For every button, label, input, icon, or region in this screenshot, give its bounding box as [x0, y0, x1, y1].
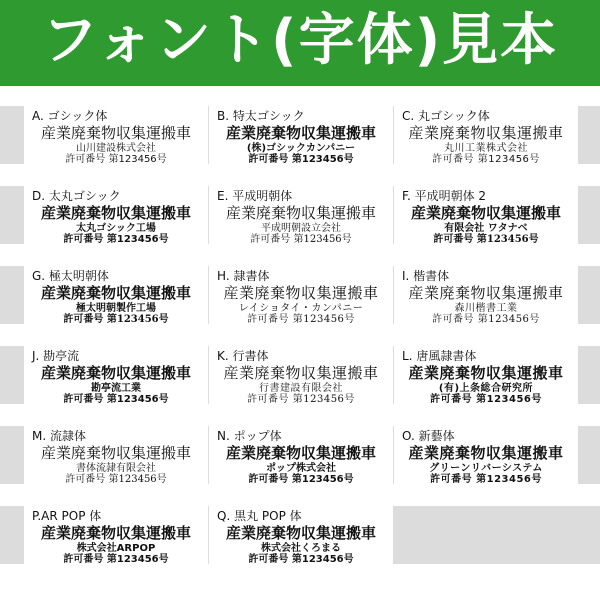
sample-c-company-text: 丸川工業株式会社	[444, 143, 528, 154]
sample-h-permit-text: 許可番号 第123456号	[247, 314, 355, 324]
header-bar	[0, 0, 600, 86]
sample-o-permit-text: 許可番号 第123456号	[430, 474, 542, 484]
sample-h-main-text: 産業廃棄物収集運搬車	[223, 284, 379, 302]
sample-q-company-text: 株式会社くろまる	[261, 543, 341, 554]
sample-b-permit-text: 許可番号 第123456号	[248, 154, 354, 164]
sample-e-permit-text: 許可番号 第123456号	[250, 234, 352, 244]
sample-i-permit-text: 許可番号 第123456号	[432, 314, 540, 324]
sample-d-company-text: 太丸ゴシック工場	[76, 223, 156, 234]
sample-m-card	[24, 426, 208, 484]
sample-k-card	[209, 346, 393, 404]
sample-a-main-text: 産業廃棄物収集運搬車	[40, 124, 191, 142]
sample-b-card	[209, 106, 393, 164]
sample-q-main-text: 産業廃棄物収集運搬車	[225, 524, 376, 542]
sample-o-main-text: 産業廃棄物収集運搬車	[408, 444, 564, 462]
sample-h-label: H. 隷書体	[217, 269, 270, 283]
sample-d-card	[24, 186, 208, 244]
sample-p-permit-text: 許可番号 第123456号	[63, 554, 169, 564]
sample-f-permit-text: 許可番号 第123456号	[433, 234, 539, 244]
sample-n-company-text: ポップ株式会社	[266, 463, 336, 474]
sample-o-label: O. 新藝体	[402, 429, 455, 443]
sample-e-label: E. 平成明朝体	[217, 189, 293, 203]
sample-m-permit-text: 許可番号 第123456号	[65, 474, 167, 484]
sample-n-permit-text: 許可番号 第123456号	[248, 474, 354, 484]
sample-i-company-text: 森川楷書工業	[454, 303, 518, 314]
sample-f-card	[394, 186, 578, 244]
sample-o-company-text: グリーンリバーシステム	[429, 463, 543, 474]
sample-b-company-text: (株)ゴシックカンパニー	[246, 143, 356, 154]
sample-g-main-text: 産業廃棄物収集運搬車	[40, 284, 191, 302]
sample-l-main-text: 産業廃棄物収集運搬車	[408, 364, 564, 382]
sample-j-permit-text: 許可番号 第123456号	[63, 394, 169, 404]
sample-c-permit-text: 許可番号 第123456号	[432, 154, 540, 164]
sample-k-company-text: 行書建設有限会社	[259, 383, 343, 394]
sample-l-label: L. 唐風隷書体	[402, 349, 477, 363]
sample-b-label: B. 特太ゴシック	[217, 109, 305, 123]
sample-p-company-text: 株式会社ARPOP	[76, 543, 156, 554]
sample-c-card	[394, 106, 578, 164]
sample-a-permit-text: 許可番号 第123456号	[65, 154, 167, 164]
sample-m-company-text: 書体流隷有限会社	[76, 463, 156, 474]
sample-p-label: P.AR POP 体	[32, 509, 102, 523]
page-title: フォント(字体)見本	[41, 8, 559, 73]
sample-n-label: N. ポップ体	[217, 429, 282, 443]
sample-e-card	[209, 186, 393, 244]
sample-q-permit-text: 許可番号 第123456号	[248, 554, 354, 564]
sample-d-main-text: 産業廃棄物収集運搬車	[40, 204, 191, 222]
sample-j-card	[24, 346, 208, 404]
sample-k-label: K. 行書体	[217, 349, 269, 363]
sample-d-permit-text: 許可番号 第123456号	[63, 234, 169, 244]
sample-b-main-text: 産業廃棄物収集運搬車	[225, 124, 376, 142]
sample-n-main-text: 産業廃棄物収集運搬車	[225, 444, 376, 462]
sample-q-card	[209, 506, 393, 564]
sample-a-company-text: 山川建設株式会社	[76, 143, 156, 154]
sample-k-permit-text: 許可番号 第123456号	[247, 394, 355, 404]
sample-g-card	[24, 266, 208, 324]
sample-c-main-text: 産業廃棄物収集運搬車	[408, 124, 564, 142]
sample-j-company-text: 勘亭流工業	[91, 383, 141, 394]
sample-j-main-text: 産業廃棄物収集運搬車	[40, 364, 191, 382]
sample-e-company-text: 平成明朝設立会社	[261, 223, 341, 234]
sample-d-label: D. 太丸ゴシック	[32, 189, 121, 203]
sample-p-card	[24, 506, 208, 564]
sample-g-permit-text: 許可番号 第123456号	[63, 314, 169, 324]
sample-l-company-text: (有)上条総合研究所	[438, 383, 534, 394]
sample-q-label: Q. 黒丸 POP 体	[217, 509, 302, 523]
sample-i-main-text: 産業廃棄物収集運搬車	[408, 284, 564, 302]
sample-i-card	[394, 266, 578, 324]
sample-e-main-text: 産業廃棄物収集運搬車	[225, 204, 376, 222]
sample-m-label: M. 流隷体	[32, 429, 86, 443]
sample-l-card	[394, 346, 578, 404]
sample-f-company-text: 有限会社 ワタナベ	[444, 223, 528, 234]
sample-a-card	[24, 106, 208, 164]
sample-o-card	[394, 426, 578, 484]
sample-k-main-text: 産業廃棄物収集運搬車	[223, 364, 379, 382]
sample-i-label: I. 楷書体	[402, 269, 450, 283]
sample-j-label: J. 勘亭流	[32, 349, 80, 363]
sample-h-card	[209, 266, 393, 324]
sample-f-label: F. 平成明朝体 2	[402, 189, 487, 203]
sample-m-main-text: 産業廃棄物収集運搬車	[40, 444, 191, 462]
sample-n-card	[209, 426, 393, 484]
sample-h-company-text: レイショタイ・カンパニー	[238, 303, 364, 314]
sample-p-main-text: 産業廃棄物収集運搬車	[40, 524, 191, 542]
sample-grid	[0, 86, 600, 600]
sample-g-label: G. 極太明朝体	[32, 269, 109, 283]
sample-c-label: C. 丸ゴシック体	[402, 109, 490, 123]
sample-a-label: A. ゴシック体	[32, 109, 108, 123]
sample-l-permit-text: 許可番号 第123456号	[430, 394, 542, 404]
sample-f-main-text: 産業廃棄物収集運搬車	[410, 204, 561, 222]
sample-g-company-text: 極太明朝製作工場	[76, 303, 156, 314]
